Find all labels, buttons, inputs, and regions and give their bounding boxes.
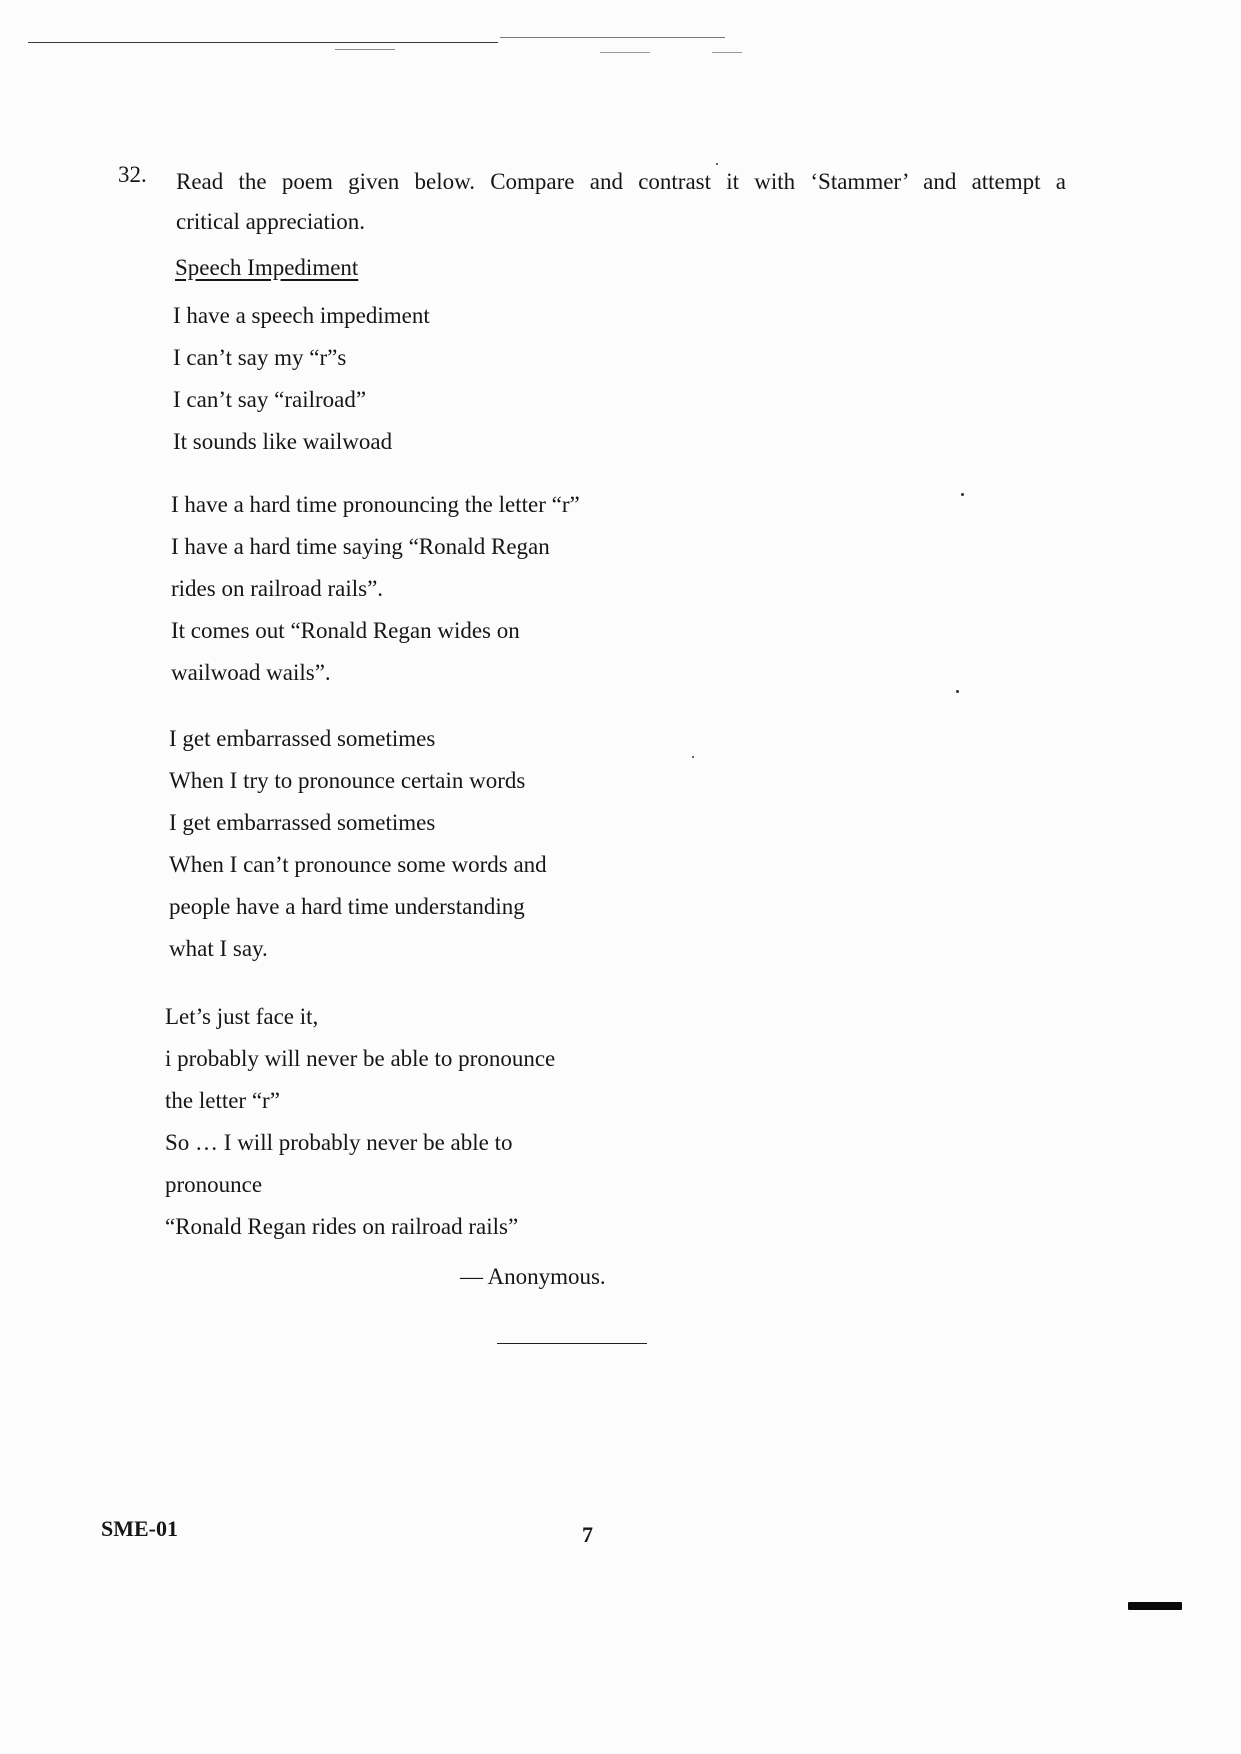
poem-line: When I can’t pronounce some words and xyxy=(169,852,547,877)
poem-line: I can’t say “railroad” xyxy=(173,387,367,412)
poem-attribution: — Anonymous. xyxy=(460,1264,606,1289)
poem-stanza xyxy=(165,996,555,1248)
end-rule xyxy=(497,1343,647,1344)
poem-line: people have a hard time understanding xyxy=(169,894,525,919)
scan-speck xyxy=(956,690,959,693)
poem-line: what I say. xyxy=(169,936,268,961)
poem-line: So … I will probably never be able to xyxy=(165,1130,513,1155)
question-line: critical appreciation. xyxy=(176,209,366,234)
scan-speck xyxy=(961,493,964,496)
poem-line: rides on railroad rails”. xyxy=(171,576,384,601)
poem-stanza xyxy=(169,718,547,970)
poem-line: It comes out “Ronald Regan wides on xyxy=(171,618,520,643)
poem-line: When I try to pronounce certain words xyxy=(169,768,526,793)
course-code: SME-01 xyxy=(101,1516,178,1541)
scan-speck xyxy=(692,756,694,758)
poem-line: the letter “r” xyxy=(165,1088,280,1113)
scan-rule-top xyxy=(335,49,395,50)
poem-line: I have a speech impediment xyxy=(173,303,430,328)
scan-mark xyxy=(1128,1602,1182,1610)
poem-line: i probably will never be able to pronounce xyxy=(165,1046,556,1071)
poem-line: “Ronald Regan rides on railroad rails” xyxy=(165,1214,519,1239)
page-number: 7 xyxy=(582,1522,593,1547)
poem-line: I have a hard time pronouncing the letter “r” xyxy=(171,492,580,517)
scan-rule-top xyxy=(712,52,742,53)
question-text xyxy=(176,162,1066,242)
poem-stanza xyxy=(173,295,430,463)
poem-line: I have a hard time saying “Ronald Regan xyxy=(171,534,550,559)
question-line: Read the poem given below. Compare and contrast it with ‘Stammer’ and attempt a xyxy=(176,169,1066,194)
poem-line: Let’s just face it, xyxy=(165,1004,319,1029)
question-number: 32. xyxy=(118,162,147,187)
poem-line: It sounds like wailwoad xyxy=(173,429,393,454)
scan-speck xyxy=(716,163,718,165)
poem-stanza xyxy=(171,484,580,694)
scan-rule-top xyxy=(600,52,650,53)
poem-line: I can’t say my “r”s xyxy=(173,345,347,370)
poem-line: wailwoad wails”. xyxy=(171,660,331,685)
scan-rule-top xyxy=(28,42,498,43)
poem-line: I get embarrassed sometimes xyxy=(169,726,436,751)
poem-line: I get embarrassed sometimes xyxy=(169,810,436,835)
poem-title: Speech Impediment xyxy=(175,255,359,280)
scan-rule-top xyxy=(500,37,725,38)
poem-line: pronounce xyxy=(165,1172,263,1197)
